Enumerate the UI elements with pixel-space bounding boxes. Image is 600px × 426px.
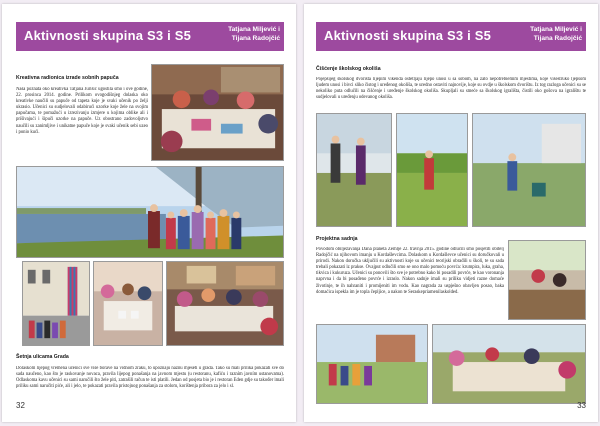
photo-planting-1 [508,240,586,320]
photo-group-river [16,166,284,258]
section-title-planting: Projektna sadnja [316,236,358,242]
page-title: Aktivnosti skupina S3 i S5 [24,28,192,43]
section-text-walk: Dolaskom lijepog vremena učenici sve više borave na vidnom zraku, to upoznaju naznu mjeseti u grada. Tako su mali prilika pokazati sve do sada naučeno, kao što je raskovanje novaca, pravila lijepog ponašanja na javnom mjestu (u restoranu, kafiću i razním javním ustanovama). Odlaskoma kavu učenici su sami naručili što žele piti, zatrašili račun te isti platili. Jedan od posjeta bio je i restoran Eden gdje su također imali priliku sami naručiti piće, ali i jelo, te pokazati pravila pristojnog ponašanja za stolom, korištenja pribora za jelo i sl. [16,366,284,390]
section-text-planting: Povodom obilježavanja Dana planeta Zemlje 22. travnja 2015. godine odlučili smo posjetiti obitelj Radojčić na njihovom imanju u Kordašlevcima. Dolaskom u Kordašlevce učenici su doručkovali u prirodi. Nakon doručka uključili su aktivnosti koje su učenici teorijski obrađili u školi, te su sada trebali pokazati iz prakse. Ovajput odlučili smo se ono malo pomoću povrća: krumpira, luka, graha, tikvica i kukuruza. Učenici su ponovili što sve je potrebno kako bi posadili povrće, te kao voronanja naprvna i da bi posađeno povrće i izraslo. Nakon sadnje imali su priliku vidjeti razne domaće životinje, te ih nahraniti i promijeniti im vodu. Kao nagrada za uspješno obavljen posao, baka domaćica ispekla im je topla čepljice, a nakon te Seraskepriamenilaskolded. [316,247,504,295]
section-title-walk: Šetnja ulicama Grada [16,354,69,360]
section-title-cleanup: Čišćenje školskog okoliša [316,66,381,72]
page-authors: Tatjana Miljević i Tijana Radojčić [530,26,582,42]
photo-cafe-table [93,261,163,346]
section-text-slippers: Naša poznata oko kreativka Tatjana Jurišić ugostila smo i ove godine, 22. prosinca 2014. godine. Prilikom ovogodišnjeg dolaska oko kreativke naučili su papuče od tapeta koje je svaki učenik po želji ukrasio. Učenici su sudjelovali odabirući uzorke koje žele na svojim papučama, te pomažući u izrezivanju izmjere u kojima oblike ali i prišivajući i šipuči uzorke na papuče. Uz obostrano zadovoljstvo naučili su zanimljive i unikatne papuče koje je svaki učenik sebi uzeo i ponio kući. [16,87,148,135]
page-header [316,22,586,51]
page-number: 33 [577,401,586,410]
page-title: Aktivnosti skupina S3 i S5 [324,28,492,43]
page-left [2,4,296,422]
page-authors: Tatjana Miljević i Tijana Radojčić [228,26,280,42]
photo-cleanup-2 [396,113,468,227]
page-header [16,22,284,51]
section-text-cleanup: Pojepšijeg školskog dvorišta lijepim vikenda ostetljaju lijepo unosi u sa sobom, na zato nepotrebiemim mjestima, koje višestruko ljepšom ljudem unosi i bivci sliko čistog i uređenog okoliša, te uredno ostaviti najnovije, koje su ovdje u školskom dvorištu. Iz tog razloga učenici su se nekoliko puta odlučili na čišćenje i uređenje školskog okoliša. Skupljali su smeće sa školskog igrališta, čistili oko gošova na igralištu te sudjelovali u uređenju odevanog okoliša. [316,77,586,101]
photo-restaurant [166,261,284,346]
page-number: 32 [16,401,25,410]
photo-cleanup-1 [316,113,392,227]
photo-cleanup-3 [472,113,586,227]
photo-town-square [22,261,90,346]
section-title-slippers: Kreativna radionica izrade sobnih papuča [16,75,119,81]
photo-planting-3 [432,324,586,404]
photo-planting-2 [316,324,428,404]
page-right [304,4,598,422]
photo-slippers-workshop [151,64,284,161]
